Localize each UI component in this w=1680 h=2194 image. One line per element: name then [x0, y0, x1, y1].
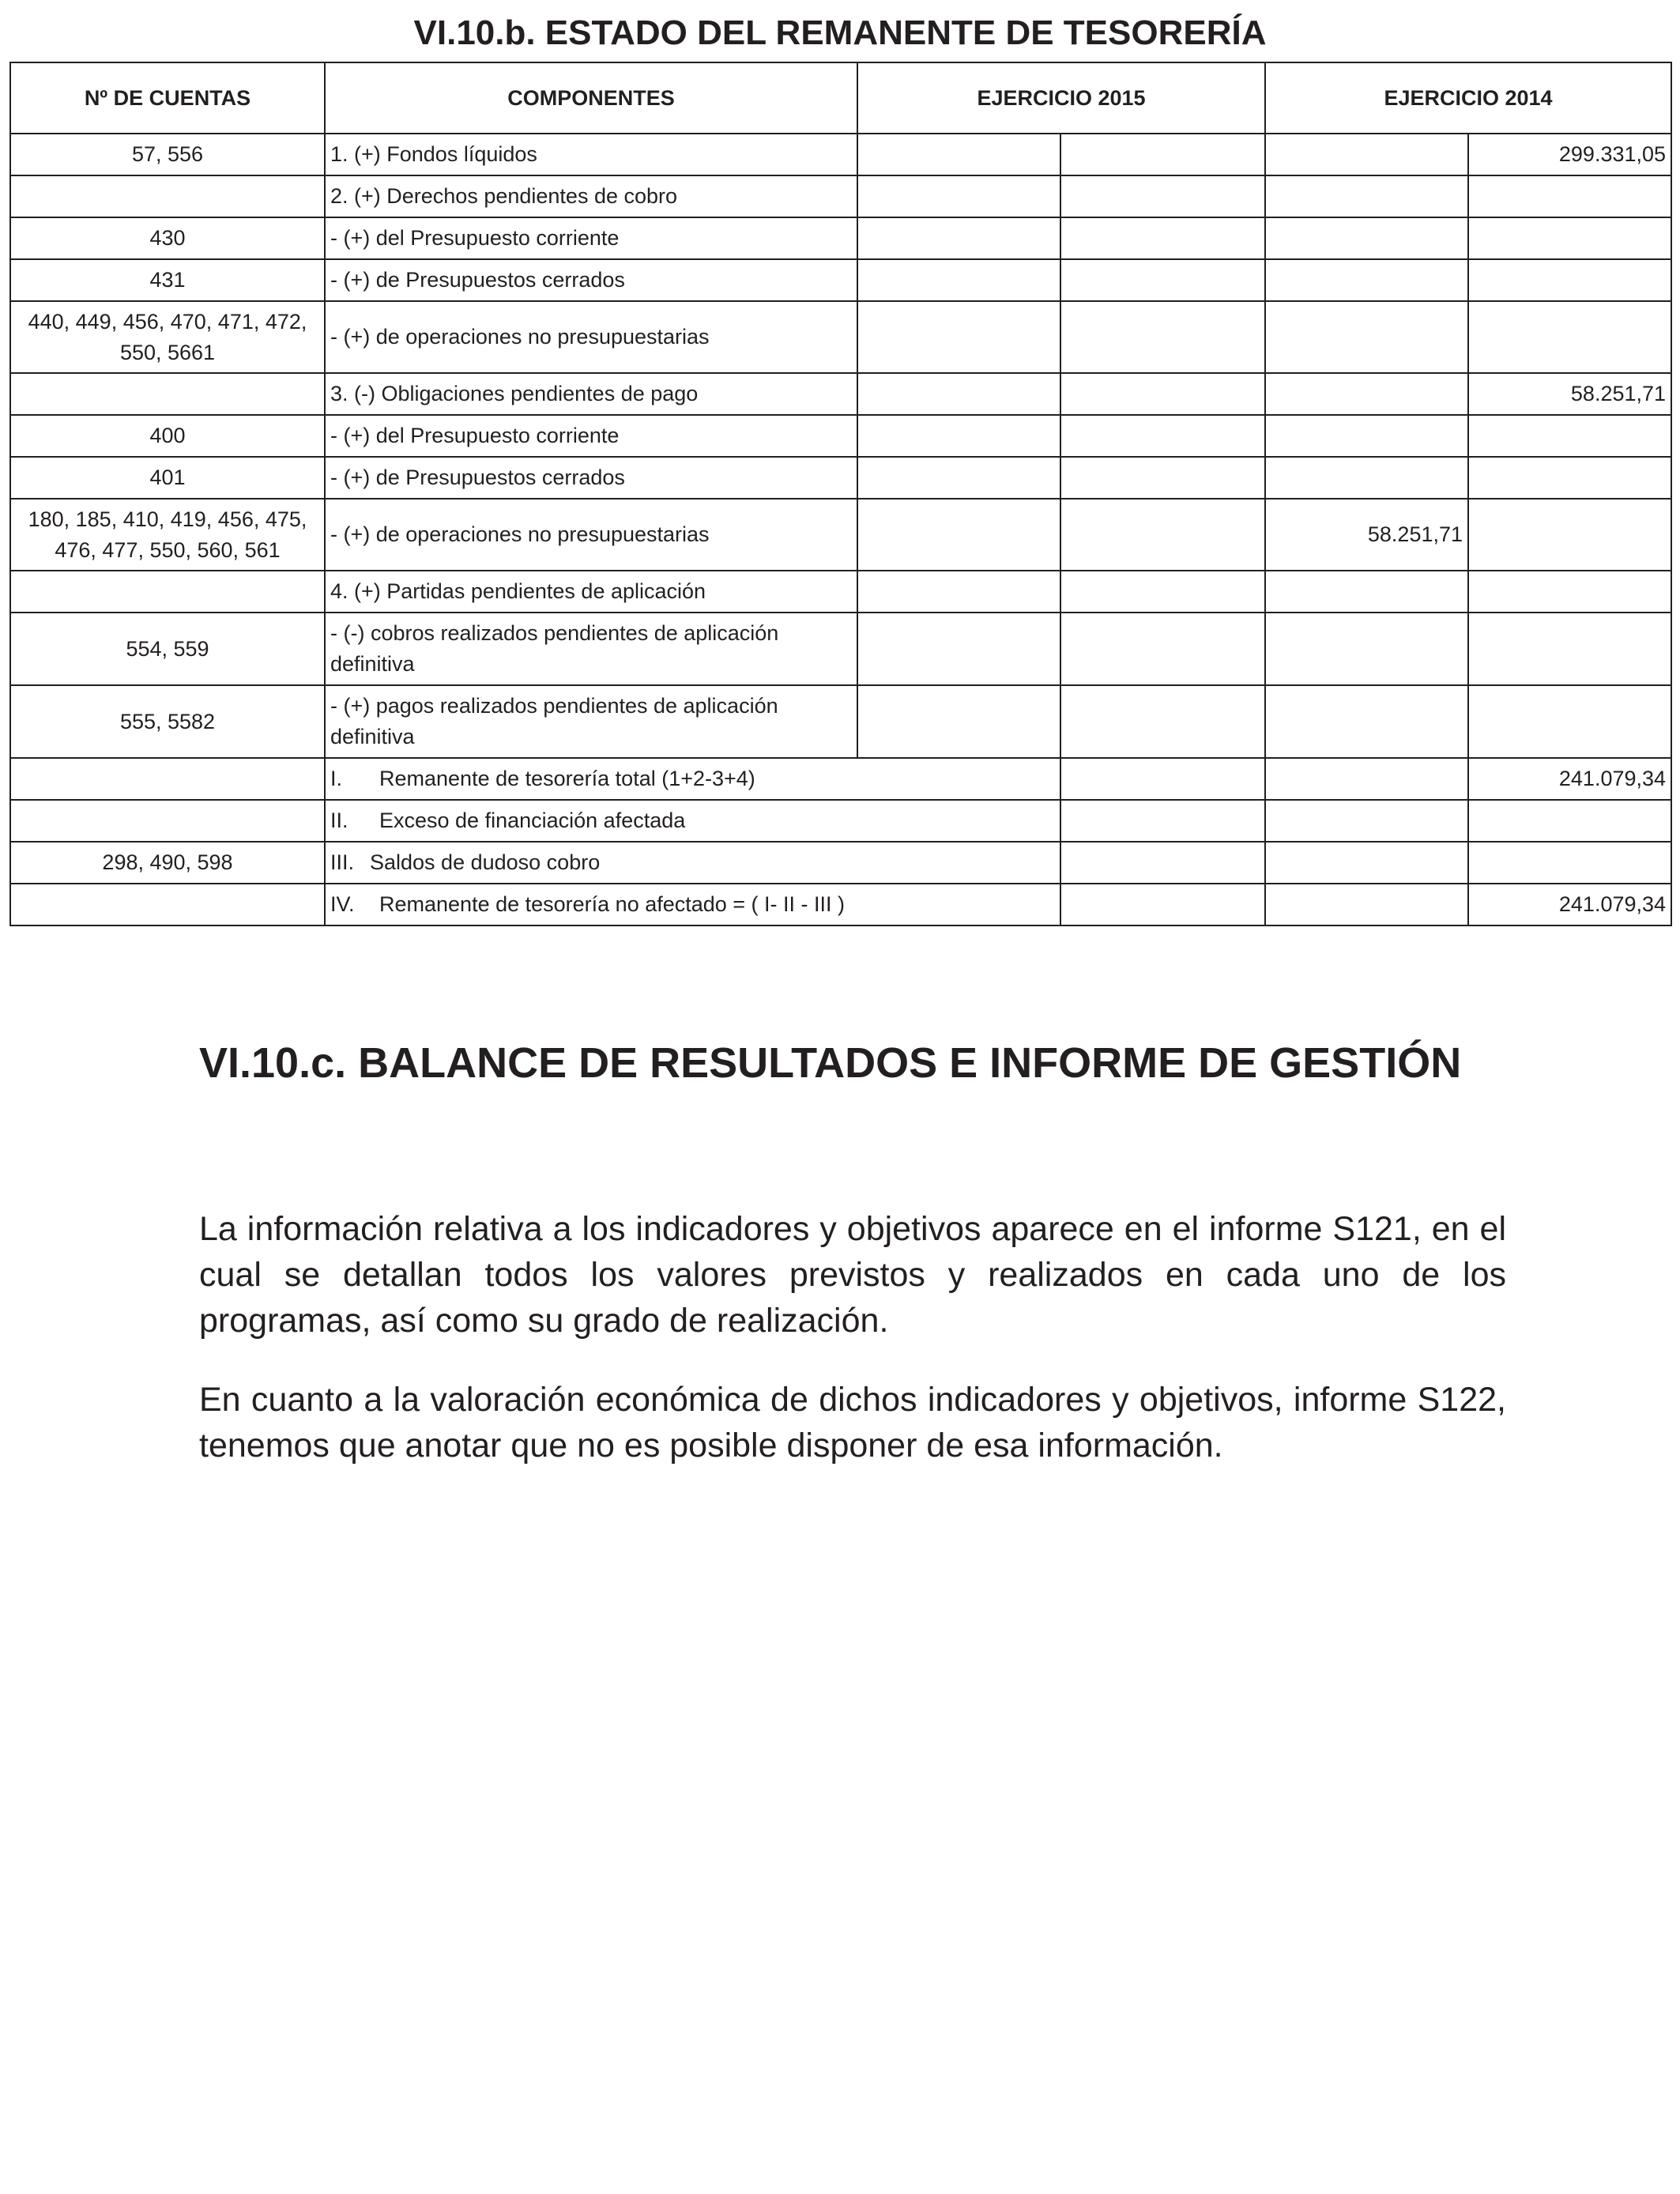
table-header-row — [10, 62, 1671, 134]
row-2015-a — [857, 571, 1060, 613]
total-2015 — [1060, 884, 1265, 925]
paragraph: En cuanto a la valoración económica de dichos indicadores y objetivos, informe S122, tenemos que anotar que no es posible disponer de esa información. — [199, 1381, 1506, 1465]
table-row — [10, 457, 1671, 499]
row-2014-b — [1468, 499, 1671, 571]
total-label: Exceso de financiación afectada — [379, 809, 686, 832]
row-component: 4. (+) Partidas pendientes de aplicación — [325, 571, 857, 613]
treasury-remainder-table — [9, 62, 1672, 926]
row-2014-a — [1265, 685, 1468, 758]
row-2014-b — [1468, 301, 1671, 373]
total-2014-a — [1265, 800, 1468, 842]
row-2015-b — [1060, 259, 1265, 301]
total-accounts — [10, 800, 325, 842]
row-2014-b — [1468, 259, 1671, 301]
total-2014-a — [1265, 884, 1468, 925]
row-2015-a — [857, 217, 1060, 259]
table-row — [10, 613, 1671, 685]
total-2014-a — [1265, 842, 1468, 884]
row-2014-a — [1265, 613, 1468, 685]
total-label-cell — [325, 842, 1060, 884]
row-2014-a — [1265, 217, 1468, 259]
total-row — [10, 842, 1671, 884]
total-accounts: 298, 490, 598 — [10, 842, 325, 884]
total-label: Remanente de tesorería no afectado = ( I- II - III ) — [379, 892, 846, 916]
row-2014-b — [1468, 175, 1671, 217]
row-2015-a — [857, 134, 1060, 175]
row-accounts: 57, 556 — [10, 134, 325, 175]
table-row — [10, 217, 1671, 259]
row-2015-a — [857, 457, 1060, 499]
row-2014-b — [1468, 415, 1671, 457]
header-year-2014: EJERCICIO 2014 — [1265, 62, 1671, 134]
row-2015-a — [857, 373, 1060, 415]
total-accounts — [10, 884, 325, 925]
total-2015 — [1060, 842, 1265, 884]
row-2015-b — [1060, 301, 1265, 373]
row-accounts: 431 — [10, 259, 325, 301]
row-2015-a — [857, 259, 1060, 301]
total-roman: IV. — [330, 892, 355, 916]
row-accounts — [10, 175, 325, 217]
total-row — [10, 884, 1671, 925]
row-2015-a — [857, 175, 1060, 217]
row-component: - (+) de operaciones no presupuestarias — [325, 499, 857, 571]
row-accounts — [10, 373, 325, 415]
row-2015-b — [1060, 373, 1265, 415]
total-2014-b — [1468, 800, 1671, 842]
row-component: - (+) de Presupuestos cerrados — [325, 457, 857, 499]
total-row — [10, 758, 1671, 800]
table-row — [10, 571, 1671, 613]
total-2015 — [1060, 758, 1265, 800]
total-2014-b — [1468, 842, 1671, 884]
row-2014-a: 58.251,71 — [1265, 499, 1468, 571]
total-2014-b: 241.079,34 — [1468, 758, 1671, 800]
row-2015-b — [1060, 571, 1265, 613]
row-2014-a — [1265, 373, 1468, 415]
row-2015-a — [857, 685, 1060, 758]
table-row — [10, 685, 1671, 758]
row-2015-b — [1060, 175, 1265, 217]
total-roman: II. — [330, 809, 348, 832]
total-2014-b: 241.079,34 — [1468, 884, 1671, 925]
row-2015-b — [1060, 457, 1265, 499]
row-2015-b — [1060, 415, 1265, 457]
section-c-title: VI.10.c. BALANCE DE RESULTADOS E INFORME DE GESTIÓN — [199, 1039, 1462, 1087]
row-2015-b — [1060, 613, 1265, 685]
row-accounts: 180, 185, 410, 419, 456, 475, 476, 477, 550, 560, 561 — [10, 499, 325, 571]
row-component: - (+) de Presupuestos cerrados — [325, 259, 857, 301]
row-component: - (-) cobros realizados pendientes de aplicación definitiva — [325, 613, 857, 685]
row-2014-a — [1265, 457, 1468, 499]
table-row — [10, 301, 1671, 373]
table-row — [10, 259, 1671, 301]
total-label-cell — [325, 758, 1060, 800]
total-label: Saldos de dudoso cobro — [370, 850, 601, 874]
row-2014-b: 58.251,71 — [1468, 373, 1671, 415]
row-2015-b — [1060, 217, 1265, 259]
table-row — [10, 415, 1671, 457]
total-roman: I. — [330, 767, 343, 790]
total-row — [10, 800, 1671, 842]
table-row — [10, 175, 1671, 217]
row-component: - (+) del Presupuesto corriente — [325, 217, 857, 259]
total-roman: III. — [330, 850, 355, 874]
row-accounts: 430 — [10, 217, 325, 259]
row-2014-b — [1468, 217, 1671, 259]
table-row — [10, 134, 1671, 175]
row-component: 2. (+) Derechos pendientes de cobro — [325, 175, 857, 217]
row-accounts: 554, 559 — [10, 613, 325, 685]
row-accounts: 400 — [10, 415, 325, 457]
row-component: - (+) de operaciones no presupuestarias — [325, 301, 857, 373]
row-2015-b — [1060, 134, 1265, 175]
row-2015-b — [1060, 685, 1265, 758]
total-accounts — [10, 758, 325, 800]
header-components: COMPONENTES — [325, 62, 857, 134]
row-component: - (+) pagos realizados pendientes de aplicación definitiva — [325, 685, 857, 758]
row-accounts: 555, 5582 — [10, 685, 325, 758]
total-2015 — [1060, 800, 1265, 842]
row-2014-b — [1468, 457, 1671, 499]
header-accounts: Nº DE CUENTAS — [10, 62, 325, 134]
row-accounts: 440, 449, 456, 470, 471, 472, 550, 5661 — [10, 301, 325, 373]
row-2014-a — [1265, 571, 1468, 613]
row-component: 1. (+) Fondos líquidos — [325, 134, 857, 175]
row-2014-b — [1468, 685, 1671, 758]
total-label-cell — [325, 884, 1060, 925]
row-component: 3. (-) Obligaciones pendientes de pago — [325, 373, 857, 415]
row-2014-a — [1265, 175, 1468, 217]
row-2014-a — [1265, 301, 1468, 373]
total-label-cell — [325, 800, 1060, 842]
total-label: Remanente de tesorería total (1+2-3+4) — [379, 767, 755, 790]
row-accounts — [10, 571, 325, 613]
row-2014-a — [1265, 134, 1468, 175]
row-2015-b — [1060, 499, 1265, 571]
row-2014-b — [1468, 571, 1671, 613]
row-2014-a — [1265, 415, 1468, 457]
row-component: - (+) del Presupuesto corriente — [325, 415, 857, 457]
row-2014-a — [1265, 259, 1468, 301]
row-2014-b: 299.331,05 — [1468, 134, 1671, 175]
header-year-2015: EJERCICIO 2015 — [857, 62, 1265, 134]
row-2015-a — [857, 499, 1060, 571]
row-2015-a — [857, 415, 1060, 457]
total-2014-a — [1265, 758, 1468, 800]
row-accounts: 401 — [10, 457, 325, 499]
row-2015-a — [857, 613, 1060, 685]
table-row — [10, 499, 1671, 571]
row-2014-b — [1468, 613, 1671, 685]
row-2015-a — [857, 301, 1060, 373]
paragraph: La información relativa a los indicadores y objetivos aparece en el informe S121, en el cual se detallan todos los valores previstos y realizados en cada uno de los programas, así como su grado de realización. — [199, 1210, 1506, 1340]
table-row — [10, 373, 1671, 415]
section-b-title: VI.10.b. ESTADO DEL REMANENTE DE TESORERÍA — [413, 13, 1267, 52]
